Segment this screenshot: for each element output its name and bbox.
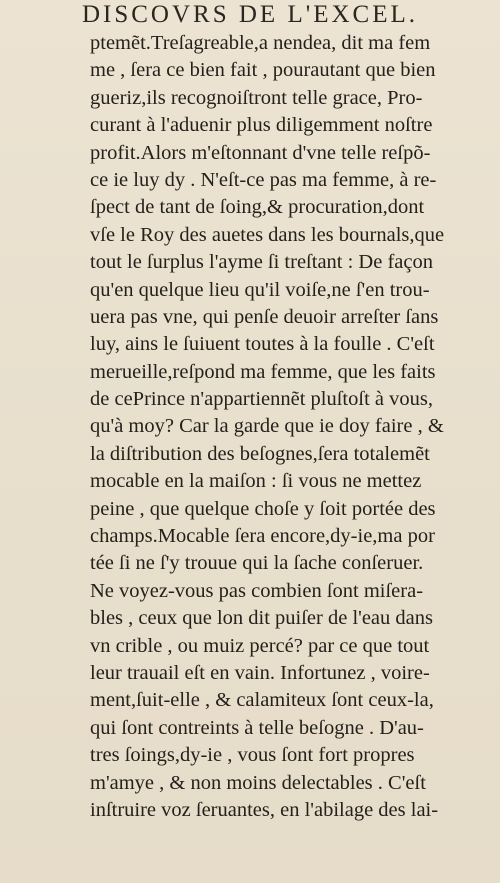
text-line: curant à l'aduenir plus diligemment noſtre <box>90 114 433 137</box>
text-line: tée ſi ne ſ'y trouue qui la ſache conſeruer. <box>90 552 424 575</box>
text-line: leur trauail eſt en vain. Infortunez , voire- <box>90 661 430 684</box>
text-line: bles , ceux que lon dit puiſer de l'eau dans <box>90 607 433 630</box>
body-text <box>90 30 485 824</box>
text-line: m'amye , & non moins delectables . C'eſt <box>90 771 426 794</box>
text-line: vn crible , ou muiz percé? par ce que tout <box>90 634 430 657</box>
text-line: ce ie luy dy . N'eſt-ce pas ma femme, à re- <box>90 168 437 191</box>
text-line: vſe le Roy des auetes dans les bournals,que <box>90 223 445 246</box>
text-line: luy, ains le ſuiuent toutes à la foulle . C'eſt <box>90 333 435 356</box>
text-line: profit.Alors m'eſtonnant d'vne telle reſpõ- <box>90 141 431 164</box>
text-line: tres ſoings,dy-ie , vous ſont fort propres <box>90 744 415 767</box>
text-line: qu'en quelque lieu qu'il voiſe,ne ſ'en trou- <box>90 278 430 301</box>
text-line: ptemẽt.Treſagreable,a nendea, dit ma fem <box>90 32 431 54</box>
text-line: tout le ſurplus l'ayme ſi treſtant : De façon <box>90 251 433 274</box>
text-line: qu'à moy? Car la garde que ie doy faire , & <box>90 415 444 438</box>
text-line: gueriz,ils recognoiſtront telle grace, Pro- <box>90 86 423 109</box>
text-line: merueille,reſpond ma femme, que les faits <box>90 360 436 383</box>
text-line: ſpect de tant de ſoing,& procuration,dont <box>90 196 425 219</box>
text-line: qui ſont contreints à telle beſogne . D'au- <box>90 716 424 739</box>
text-line: champs.Mocable ſera encore,dy-ie,ma por <box>90 525 435 548</box>
text-line: ment,ſuit-elle , & calamiteux ſont ceux-la, <box>90 689 434 712</box>
text-line: me , ſera ce bien fait , pourautant que bien <box>90 59 436 82</box>
text-line: uera pas vne, qui penſe deuoir arreſter ſans <box>90 305 439 328</box>
text-line: de cePrince n'appartiennẽt pluſtoſt à vous, <box>90 388 433 411</box>
running-head: DISCOVRS DE L'EXCEL. <box>81 1 419 28</box>
text-line: Ne voyez-vous pas combien ſont miſera- <box>90 579 424 602</box>
text-line: peine , que quelque choſe y ſoit portée des <box>90 497 436 520</box>
text-line: la diſtribution des beſognes,ſera totalemẽt <box>90 442 430 465</box>
text-line: mocable en la maiſon : ſi vous ne mettez <box>90 470 422 493</box>
text-line: inſtruire voz ſeruantes, en l'abilage des lai- <box>90 798 439 821</box>
